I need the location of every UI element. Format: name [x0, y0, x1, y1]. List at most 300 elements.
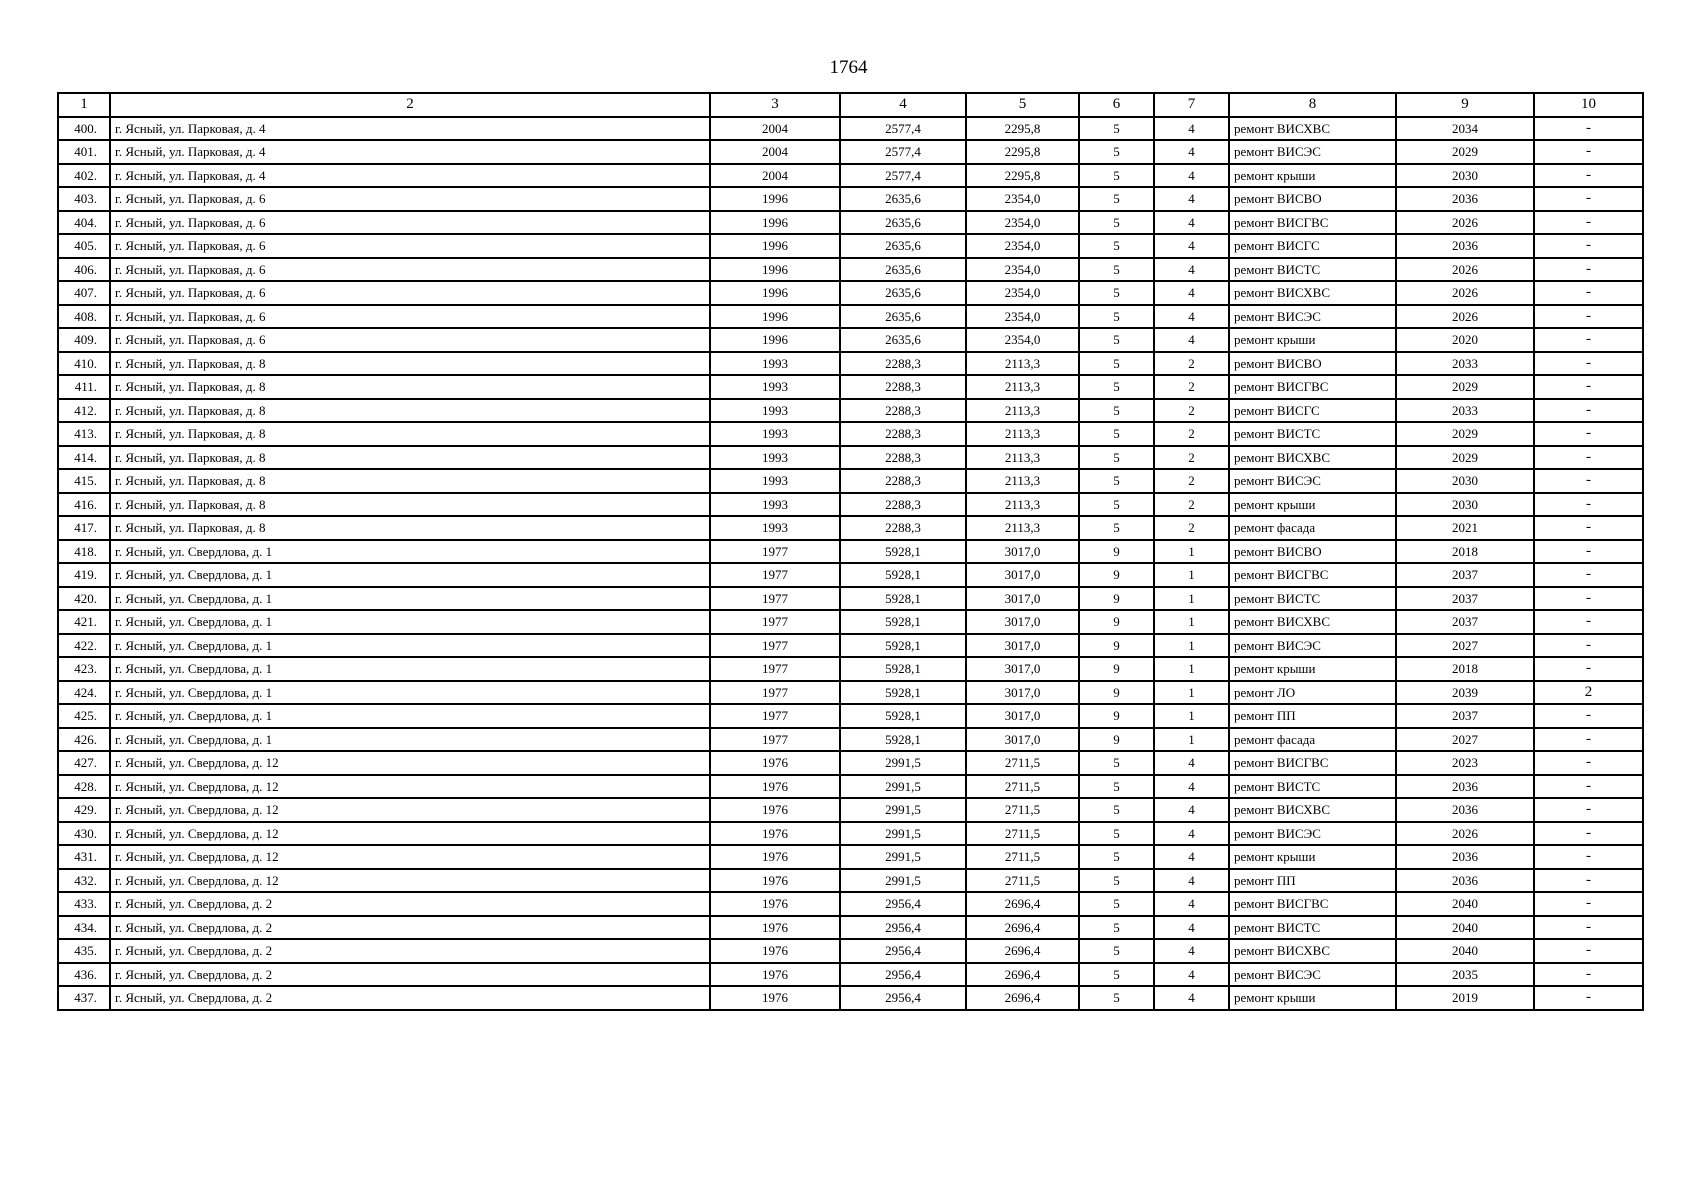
work-type-cell: ремонт крыши [1229, 657, 1396, 681]
year-cell: 1976 [710, 916, 840, 940]
living-area-cell: 2711,5 [966, 751, 1079, 775]
table-row [58, 587, 1643, 611]
note-cell: - [1534, 258, 1643, 282]
row-number-cell: 401. [58, 140, 110, 164]
living-area-cell: 2113,3 [966, 446, 1079, 470]
column-header: 10 [1534, 93, 1643, 117]
note-cell: - [1534, 798, 1643, 822]
note-cell: - [1534, 516, 1643, 540]
address-cell: г. Ясный, ул. Свердлова, д. 1 [110, 540, 710, 564]
page-number: 1764 [829, 57, 868, 78]
address-cell: г. Ясный, ул. Парковая, д. 6 [110, 234, 710, 258]
total-area-cell: 5928,1 [840, 587, 966, 611]
total-area-cell: 2991,5 [840, 775, 966, 799]
total-area-cell: 2991,5 [840, 869, 966, 893]
note-cell: - [1534, 610, 1643, 634]
work-type-cell: ремонт ПП [1229, 869, 1396, 893]
note-cell: - [1534, 869, 1643, 893]
address-cell: г. Ясный, ул. Свердлова, д. 1 [110, 681, 710, 705]
table-row [58, 916, 1643, 940]
total-area-cell: 2288,3 [840, 352, 966, 376]
total-area-cell: 2991,5 [840, 751, 966, 775]
row-number-cell: 431. [58, 845, 110, 869]
living-area-cell: 2113,3 [966, 399, 1079, 423]
note-cell: - [1534, 281, 1643, 305]
living-area-cell: 2711,5 [966, 822, 1079, 846]
planned-year-cell: 2040 [1396, 916, 1534, 940]
address-cell: г. Ясный, ул. Свердлова, д. 12 [110, 845, 710, 869]
entrances-cell: 4 [1154, 140, 1229, 164]
row-number-cell: 416. [58, 493, 110, 517]
entrances-cell: 4 [1154, 775, 1229, 799]
year-cell: 1996 [710, 187, 840, 211]
floors-cell: 5 [1079, 892, 1154, 916]
table-row [58, 140, 1643, 164]
planned-year-cell: 2029 [1396, 140, 1534, 164]
work-type-cell: ремонт ВИСТС [1229, 422, 1396, 446]
year-cell: 1976 [710, 798, 840, 822]
total-area-cell: 2956,4 [840, 939, 966, 963]
entrances-cell: 4 [1154, 892, 1229, 916]
planned-year-cell: 2040 [1396, 939, 1534, 963]
note-cell: - [1534, 587, 1643, 611]
floors-cell: 9 [1079, 704, 1154, 728]
address-cell: г. Ясный, ул. Свердлова, д. 1 [110, 657, 710, 681]
floors-cell: 5 [1079, 446, 1154, 470]
table-row [58, 728, 1643, 752]
data-table [57, 92, 1644, 1011]
entrances-cell: 2 [1154, 375, 1229, 399]
planned-year-cell: 2036 [1396, 798, 1534, 822]
work-type-cell: ремонт ЛО [1229, 681, 1396, 705]
total-area-cell: 2577,4 [840, 164, 966, 188]
floors-cell: 5 [1079, 939, 1154, 963]
living-area-cell: 2354,0 [966, 305, 1079, 329]
year-cell: 2004 [710, 164, 840, 188]
note-cell: - [1534, 399, 1643, 423]
total-area-cell: 5928,1 [840, 540, 966, 564]
row-number-cell: 407. [58, 281, 110, 305]
entrances-cell: 4 [1154, 117, 1229, 141]
entrances-cell: 4 [1154, 305, 1229, 329]
living-area-cell: 2113,3 [966, 493, 1079, 517]
note-cell: - [1534, 986, 1643, 1010]
year-cell: 1993 [710, 446, 840, 470]
living-area-cell: 2113,3 [966, 469, 1079, 493]
row-number-cell: 418. [58, 540, 110, 564]
entrances-cell: 2 [1154, 422, 1229, 446]
living-area-cell: 3017,0 [966, 704, 1079, 728]
work-type-cell: ремонт ВИСХВС [1229, 798, 1396, 822]
floors-cell: 9 [1079, 657, 1154, 681]
table-row [58, 634, 1643, 658]
planned-year-cell: 2026 [1396, 305, 1534, 329]
address-cell: г. Ясный, ул. Парковая, д. 8 [110, 446, 710, 470]
total-area-cell: 2288,3 [840, 375, 966, 399]
floors-cell: 9 [1079, 610, 1154, 634]
total-area-cell: 2956,4 [840, 986, 966, 1010]
address-cell: г. Ясный, ул. Парковая, д. 4 [110, 140, 710, 164]
year-cell: 2004 [710, 140, 840, 164]
row-number-cell: 409. [58, 328, 110, 352]
floors-cell: 9 [1079, 728, 1154, 752]
year-cell: 1977 [710, 563, 840, 587]
work-type-cell: ремонт ВИСЭС [1229, 822, 1396, 846]
row-number-cell: 411. [58, 375, 110, 399]
address-cell: г. Ясный, ул. Парковая, д. 8 [110, 422, 710, 446]
total-area-cell: 2288,3 [840, 446, 966, 470]
living-area-cell: 2696,4 [966, 939, 1079, 963]
row-number-cell: 413. [58, 422, 110, 446]
planned-year-cell: 2023 [1396, 751, 1534, 775]
column-header: 2 [110, 93, 710, 117]
note-cell: - [1534, 446, 1643, 470]
floors-cell: 5 [1079, 845, 1154, 869]
table-row [58, 375, 1643, 399]
total-area-cell: 5928,1 [840, 610, 966, 634]
address-cell: г. Ясный, ул. Парковая, д. 6 [110, 211, 710, 235]
row-number-cell: 420. [58, 587, 110, 611]
note-cell: - [1534, 634, 1643, 658]
address-cell: г. Ясный, ул. Парковая, д. 6 [110, 258, 710, 282]
table-row [58, 469, 1643, 493]
entrances-cell: 4 [1154, 939, 1229, 963]
note-cell: - [1534, 540, 1643, 564]
note-cell: - [1534, 704, 1643, 728]
total-area-cell: 2288,3 [840, 493, 966, 517]
work-type-cell: ремонт ВИСГВС [1229, 751, 1396, 775]
planned-year-cell: 2040 [1396, 892, 1534, 916]
planned-year-cell: 2026 [1396, 258, 1534, 282]
planned-year-cell: 2036 [1396, 234, 1534, 258]
row-number-cell: 428. [58, 775, 110, 799]
work-type-cell: ремонт ВИСГС [1229, 234, 1396, 258]
work-type-cell: ремонт фасада [1229, 728, 1396, 752]
note-cell: - [1534, 328, 1643, 352]
address-cell: г. Ясный, ул. Свердлова, д. 2 [110, 986, 710, 1010]
entrances-cell: 4 [1154, 164, 1229, 188]
planned-year-cell: 2030 [1396, 469, 1534, 493]
year-cell: 1976 [710, 869, 840, 893]
row-number-cell: 430. [58, 822, 110, 846]
year-cell: 1977 [710, 704, 840, 728]
entrances-cell: 4 [1154, 845, 1229, 869]
year-cell: 1977 [710, 610, 840, 634]
entrances-cell: 1 [1154, 563, 1229, 587]
table-row [58, 164, 1643, 188]
floors-cell: 5 [1079, 375, 1154, 399]
table-row [58, 305, 1643, 329]
floors-cell: 5 [1079, 328, 1154, 352]
living-area-cell: 2711,5 [966, 798, 1079, 822]
living-area-cell: 3017,0 [966, 681, 1079, 705]
year-cell: 1977 [710, 634, 840, 658]
address-cell: г. Ясный, ул. Свердлова, д. 1 [110, 587, 710, 611]
column-header: 8 [1229, 93, 1396, 117]
living-area-cell: 3017,0 [966, 540, 1079, 564]
entrances-cell: 4 [1154, 234, 1229, 258]
row-number-cell: 426. [58, 728, 110, 752]
floors-cell: 9 [1079, 587, 1154, 611]
floors-cell: 5 [1079, 869, 1154, 893]
address-cell: г. Ясный, ул. Парковая, д. 8 [110, 516, 710, 540]
floors-cell: 5 [1079, 352, 1154, 376]
address-cell: г. Ясный, ул. Свердлова, д. 1 [110, 610, 710, 634]
entrances-cell: 4 [1154, 963, 1229, 987]
year-cell: 1993 [710, 352, 840, 376]
planned-year-cell: 2029 [1396, 422, 1534, 446]
table-row [58, 493, 1643, 517]
address-cell: г. Ясный, ул. Свердлова, д. 12 [110, 822, 710, 846]
year-cell: 1993 [710, 422, 840, 446]
entrances-cell: 2 [1154, 352, 1229, 376]
floors-cell: 5 [1079, 822, 1154, 846]
planned-year-cell: 2026 [1396, 211, 1534, 235]
work-type-cell: ремонт ВИСХВС [1229, 939, 1396, 963]
year-cell: 1977 [710, 540, 840, 564]
living-area-cell: 2711,5 [966, 869, 1079, 893]
entrances-cell: 4 [1154, 258, 1229, 282]
work-type-cell: ремонт ВИСТС [1229, 916, 1396, 940]
row-number-cell: 425. [58, 704, 110, 728]
note-cell: - [1534, 728, 1643, 752]
note-cell: 2 [1534, 681, 1643, 705]
total-area-cell: 2577,4 [840, 117, 966, 141]
note-cell: - [1534, 211, 1643, 235]
column-header: 1 [58, 93, 110, 117]
row-number-cell: 415. [58, 469, 110, 493]
row-number-cell: 402. [58, 164, 110, 188]
planned-year-cell: 2039 [1396, 681, 1534, 705]
table-row [58, 892, 1643, 916]
total-area-cell: 2991,5 [840, 845, 966, 869]
row-number-cell: 419. [58, 563, 110, 587]
floors-cell: 9 [1079, 540, 1154, 564]
planned-year-cell: 2036 [1396, 869, 1534, 893]
table-row [58, 681, 1643, 705]
year-cell: 2004 [710, 117, 840, 141]
work-type-cell: ремонт ВИСВО [1229, 540, 1396, 564]
year-cell: 1993 [710, 469, 840, 493]
work-type-cell: ремонт крыши [1229, 845, 1396, 869]
note-cell: - [1534, 305, 1643, 329]
living-area-cell: 2354,0 [966, 328, 1079, 352]
living-area-cell: 2696,4 [966, 986, 1079, 1010]
living-area-cell: 3017,0 [966, 728, 1079, 752]
work-type-cell: ремонт ВИСТС [1229, 258, 1396, 282]
address-cell: г. Ясный, ул. Свердлова, д. 12 [110, 775, 710, 799]
table-row [58, 328, 1643, 352]
entrances-cell: 1 [1154, 657, 1229, 681]
floors-cell: 5 [1079, 516, 1154, 540]
table-row [58, 117, 1643, 141]
note-cell: - [1534, 469, 1643, 493]
address-cell: г. Ясный, ул. Свердлова, д. 1 [110, 563, 710, 587]
row-number-cell: 423. [58, 657, 110, 681]
planned-year-cell: 2037 [1396, 704, 1534, 728]
living-area-cell: 3017,0 [966, 587, 1079, 611]
note-cell: - [1534, 164, 1643, 188]
row-number-cell: 437. [58, 986, 110, 1010]
floors-cell: 5 [1079, 399, 1154, 423]
total-area-cell: 5928,1 [840, 563, 966, 587]
year-cell: 1977 [710, 681, 840, 705]
row-number-cell: 432. [58, 869, 110, 893]
year-cell: 1976 [710, 845, 840, 869]
planned-year-cell: 2029 [1396, 446, 1534, 470]
floors-cell: 5 [1079, 493, 1154, 517]
column-header: 4 [840, 93, 966, 117]
work-type-cell: ремонт ВИСХВС [1229, 117, 1396, 141]
column-header: 7 [1154, 93, 1229, 117]
living-area-cell: 2354,0 [966, 211, 1079, 235]
floors-cell: 5 [1079, 305, 1154, 329]
work-type-cell: ремонт ВИСЭС [1229, 140, 1396, 164]
year-cell: 1976 [710, 892, 840, 916]
living-area-cell: 3017,0 [966, 563, 1079, 587]
row-number-cell: 406. [58, 258, 110, 282]
row-number-cell: 422. [58, 634, 110, 658]
address-cell: г. Ясный, ул. Парковая, д. 4 [110, 117, 710, 141]
year-cell: 1977 [710, 728, 840, 752]
planned-year-cell: 2037 [1396, 587, 1534, 611]
planned-year-cell: 2020 [1396, 328, 1534, 352]
floors-cell: 5 [1079, 140, 1154, 164]
note-cell: - [1534, 751, 1643, 775]
total-area-cell: 5928,1 [840, 634, 966, 658]
living-area-cell: 2354,0 [966, 187, 1079, 211]
entrances-cell: 1 [1154, 587, 1229, 611]
table-row [58, 258, 1643, 282]
note-cell: - [1534, 939, 1643, 963]
floors-cell: 5 [1079, 187, 1154, 211]
note-cell: - [1534, 892, 1643, 916]
work-type-cell: ремонт крыши [1229, 164, 1396, 188]
header-row [58, 93, 1643, 117]
year-cell: 1976 [710, 939, 840, 963]
floors-cell: 9 [1079, 563, 1154, 587]
entrances-cell: 1 [1154, 634, 1229, 658]
floors-cell: 9 [1079, 634, 1154, 658]
address-cell: г. Ясный, ул. Свердлова, д. 12 [110, 751, 710, 775]
work-type-cell: ремонт ВИСГВС [1229, 892, 1396, 916]
row-number-cell: 400. [58, 117, 110, 141]
table-row [58, 399, 1643, 423]
year-cell: 1993 [710, 493, 840, 517]
planned-year-cell: 2033 [1396, 399, 1534, 423]
total-area-cell: 5928,1 [840, 728, 966, 752]
work-type-cell: ремонт ВИСХВС [1229, 281, 1396, 305]
year-cell: 1993 [710, 516, 840, 540]
living-area-cell: 2711,5 [966, 775, 1079, 799]
work-type-cell: ремонт ВИСГВС [1229, 563, 1396, 587]
year-cell: 1977 [710, 587, 840, 611]
table-row [58, 563, 1643, 587]
row-number-cell: 417. [58, 516, 110, 540]
planned-year-cell: 2027 [1396, 728, 1534, 752]
total-area-cell: 2635,6 [840, 258, 966, 282]
entrances-cell: 1 [1154, 540, 1229, 564]
table-row [58, 822, 1643, 846]
entrances-cell: 1 [1154, 728, 1229, 752]
year-cell: 1996 [710, 281, 840, 305]
note-cell: - [1534, 140, 1643, 164]
work-type-cell: ремонт ВИСВО [1229, 352, 1396, 376]
planned-year-cell: 2036 [1396, 775, 1534, 799]
row-number-cell: 410. [58, 352, 110, 376]
living-area-cell: 2696,4 [966, 892, 1079, 916]
row-number-cell: 429. [58, 798, 110, 822]
living-area-cell: 2354,0 [966, 258, 1079, 282]
address-cell: г. Ясный, ул. Парковая, д. 6 [110, 281, 710, 305]
total-area-cell: 2991,5 [840, 798, 966, 822]
note-cell: - [1534, 352, 1643, 376]
note-cell: - [1534, 187, 1643, 211]
floors-cell: 5 [1079, 963, 1154, 987]
work-type-cell: ремонт ВИСТС [1229, 775, 1396, 799]
floors-cell: 5 [1079, 234, 1154, 258]
total-area-cell: 2956,4 [840, 916, 966, 940]
planned-year-cell: 2018 [1396, 540, 1534, 564]
work-type-cell: ремонт ВИСЭС [1229, 634, 1396, 658]
work-type-cell: ремонт ВИСЭС [1229, 963, 1396, 987]
row-number-cell: 403. [58, 187, 110, 211]
total-area-cell: 2956,4 [840, 963, 966, 987]
living-area-cell: 2113,3 [966, 352, 1079, 376]
year-cell: 1977 [710, 657, 840, 681]
note-cell: - [1534, 845, 1643, 869]
note-cell: - [1534, 117, 1643, 141]
floors-cell: 5 [1079, 164, 1154, 188]
row-number-cell: 434. [58, 916, 110, 940]
work-type-cell: ремонт крыши [1229, 986, 1396, 1010]
year-cell: 1976 [710, 986, 840, 1010]
note-cell: - [1534, 422, 1643, 446]
year-cell: 1996 [710, 305, 840, 329]
address-cell: г. Ясный, ул. Свердлова, д. 1 [110, 704, 710, 728]
planned-year-cell: 2034 [1396, 117, 1534, 141]
row-number-cell: 421. [58, 610, 110, 634]
entrances-cell: 4 [1154, 211, 1229, 235]
floors-cell: 5 [1079, 775, 1154, 799]
table-row [58, 516, 1643, 540]
address-cell: г. Ясный, ул. Свердлова, д. 2 [110, 939, 710, 963]
living-area-cell: 3017,0 [966, 657, 1079, 681]
note-cell: - [1534, 375, 1643, 399]
year-cell: 1996 [710, 211, 840, 235]
planned-year-cell: 2019 [1396, 986, 1534, 1010]
address-cell: г. Ясный, ул. Свердлова, д. 1 [110, 634, 710, 658]
planned-year-cell: 2033 [1396, 352, 1534, 376]
entrances-cell: 2 [1154, 469, 1229, 493]
note-cell: - [1534, 563, 1643, 587]
table-row [58, 963, 1643, 987]
living-area-cell: 2295,8 [966, 140, 1079, 164]
note-cell: - [1534, 822, 1643, 846]
table-row [58, 986, 1643, 1010]
total-area-cell: 2288,3 [840, 516, 966, 540]
total-area-cell: 2635,6 [840, 305, 966, 329]
total-area-cell: 2288,3 [840, 469, 966, 493]
total-area-cell: 5928,1 [840, 657, 966, 681]
address-cell: г. Ясный, ул. Свердлова, д. 12 [110, 869, 710, 893]
floors-cell: 9 [1079, 681, 1154, 705]
planned-year-cell: 2030 [1396, 164, 1534, 188]
year-cell: 1993 [710, 375, 840, 399]
column-header: 5 [966, 93, 1079, 117]
total-area-cell: 2635,6 [840, 328, 966, 352]
total-area-cell: 2635,6 [840, 281, 966, 305]
